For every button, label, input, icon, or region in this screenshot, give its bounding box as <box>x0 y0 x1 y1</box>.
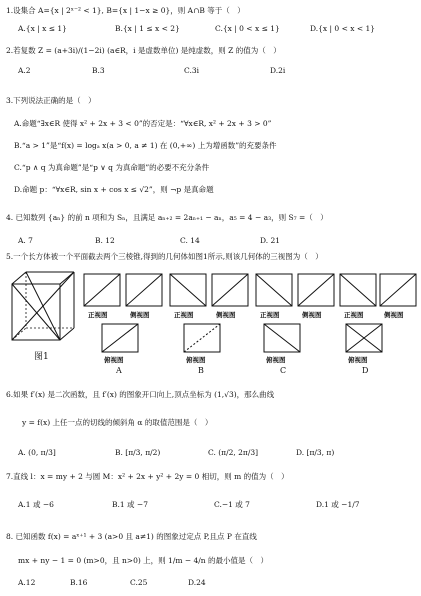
q3-stem: 3.下列说法正确的是（ ） <box>6 96 96 105</box>
q4-option-b: B. 12 <box>95 236 115 245</box>
option-b-front-caption: 正视图 <box>174 311 194 319</box>
q6-stem-line2: y = f(x) 上任一点的切线的倾斜角 α 的取值范围是（ ） <box>22 418 213 427</box>
q3-option-c: C.“p ∧ q 为真命题”是“p ∨ q 为真命题”的必要不充分条件 <box>14 163 210 172</box>
q3-option-b: B.“a > 1”是“f(x) = logₐ x(a > 0, a ≠ 1) 在 (0,+∞) 上为增函数”的充要条件 <box>14 141 277 150</box>
q3-option-d: D.命题 p：“∀x∈R, sin x + cos x ≤ √2”，则 ¬p 是真命题 <box>14 185 214 194</box>
q7-stem: 7.直线 l：x = my + 2 与圆 M：x² + 2x + y² + 2y = 0 相切，则 m 的值为（ ） <box>6 472 289 481</box>
q1-option-c: C.{x | 0 < x ≤ 1} <box>215 24 280 33</box>
option-c-side-caption: 侧视图 <box>302 311 322 319</box>
q4-option-a: A. 7 <box>18 236 33 245</box>
q2-option-d: D.2i <box>270 66 286 75</box>
q7-option-c: C.−1 或 7 <box>214 500 250 509</box>
figure-1-label: 图1 <box>34 352 49 362</box>
option-b-side-caption: 侧视图 <box>216 311 236 319</box>
q8-stem: 8. 已知函数 f(x) = aˣ⁺¹ + 3 (a>0 且 a≠1) 的图象过定点 P,且点 P 在直线 <box>6 532 257 541</box>
option-c-front-caption: 正视图 <box>260 311 280 319</box>
q6-option-b: B. [π/3, π/2) <box>115 448 161 457</box>
q2-stem: 2.若复数 Z = (a+3i)/(1−2i) (a∈R，i 是虚数单位) 是纯虚数，则 Z 的值为（ ） <box>6 46 281 55</box>
q5-option-c-label: C <box>280 366 287 375</box>
q7-option-a: A.1 或 −6 <box>18 500 54 509</box>
option-c-top-caption: 俯视图 <box>266 356 286 364</box>
option-b-front-view <box>168 272 208 308</box>
option-d-side-caption: 侧视图 <box>384 311 404 319</box>
option-d-side-view <box>378 272 418 308</box>
q2-option-c: C.3i <box>184 66 200 75</box>
q5-option-d-label: D <box>362 366 369 375</box>
q1-option-a: A.{x | x ≤ 1} <box>18 24 67 33</box>
option-a-top-caption: 俯视图 <box>104 356 124 364</box>
q6-option-d: D. [π/3, π) <box>296 448 335 457</box>
option-d-front-view <box>338 272 378 308</box>
q4-option-c: C. 14 <box>180 236 200 245</box>
option-b-top-view <box>182 322 222 354</box>
option-d-top-caption: 俯视图 <box>348 356 368 364</box>
option-d-top-view <box>344 322 384 354</box>
option-a-side-caption: 侧视图 <box>130 311 150 319</box>
option-b-side-view <box>210 272 250 308</box>
q1-stem: 1.设集合 A={x | 2ˣ⁻² < 1}, B={x | 1−x ≥ 0}，则 A∩B 等于（ ） <box>6 6 245 15</box>
option-c-front-view <box>254 272 294 308</box>
option-a-top-view <box>100 322 140 354</box>
q2-option-a: A.2 <box>18 66 31 75</box>
cuboid-figure <box>8 268 80 348</box>
option-a-side-view <box>124 272 164 308</box>
q7-option-b: B.1 或 −7 <box>112 500 148 509</box>
q7-option-d: D.1 或 −1/7 <box>316 500 360 509</box>
q4-option-d: D. 21 <box>260 236 281 245</box>
q6-stem: 6.如果 f′(x) 是二次函数，且 f′(x) 的图象开口向上,顶点坐标为 (1,√3)，那么曲线 <box>6 390 275 399</box>
option-b-top-caption: 俯视图 <box>186 356 206 364</box>
q4-stem: 4. 已知数列 {aₙ} 的前 n 项和为 Sₙ，且满足 aₙ₊₂ = 2aₙ₊₁ − aₙ，a₅ = 4 − a₃，则 S₇ =（ ） <box>6 213 328 222</box>
option-d-front-caption: 正视图 <box>344 311 364 319</box>
q3-option-a: A.命题“∃x∈R 使得 x² + 2x + 3 < 0”的否定是：“∀x∈R, x² + 2x + 3 > 0” <box>14 119 272 128</box>
q8-option-d: D.24 <box>188 578 206 587</box>
q8-stem-line2: mx + ny − 1 = 0 (m>0，且 n>0) 上，则 1/m − 4/n 的最小值是（ ） <box>18 556 269 565</box>
q1-option-b: B.{x | 1 ≤ x < 2} <box>115 24 180 33</box>
q8-option-a: A.12 <box>18 578 36 587</box>
option-a-front-caption: 正视图 <box>88 311 108 319</box>
q6-option-c: C. (π/2, 2π/3] <box>208 448 259 457</box>
q6-option-a: A. (0, π/3] <box>18 448 56 457</box>
q8-option-b: B.16 <box>70 578 88 587</box>
option-a-front-view <box>82 272 122 308</box>
q5-option-a-label: A <box>116 366 122 375</box>
q8-option-c: C.25 <box>130 578 148 587</box>
q5-option-b-label: B <box>198 366 204 375</box>
q1-option-d: D.{x | 0 < x < 1} <box>310 24 376 33</box>
option-c-top-view <box>262 322 302 354</box>
q2-option-b: B.3 <box>92 66 105 75</box>
option-c-side-view <box>296 272 336 308</box>
q5-stem: 5.一个长方体被一个平面截去两个三棱锥,得到的几何体如图1所示,则该几何体的三视图为（ ） <box>6 252 323 261</box>
